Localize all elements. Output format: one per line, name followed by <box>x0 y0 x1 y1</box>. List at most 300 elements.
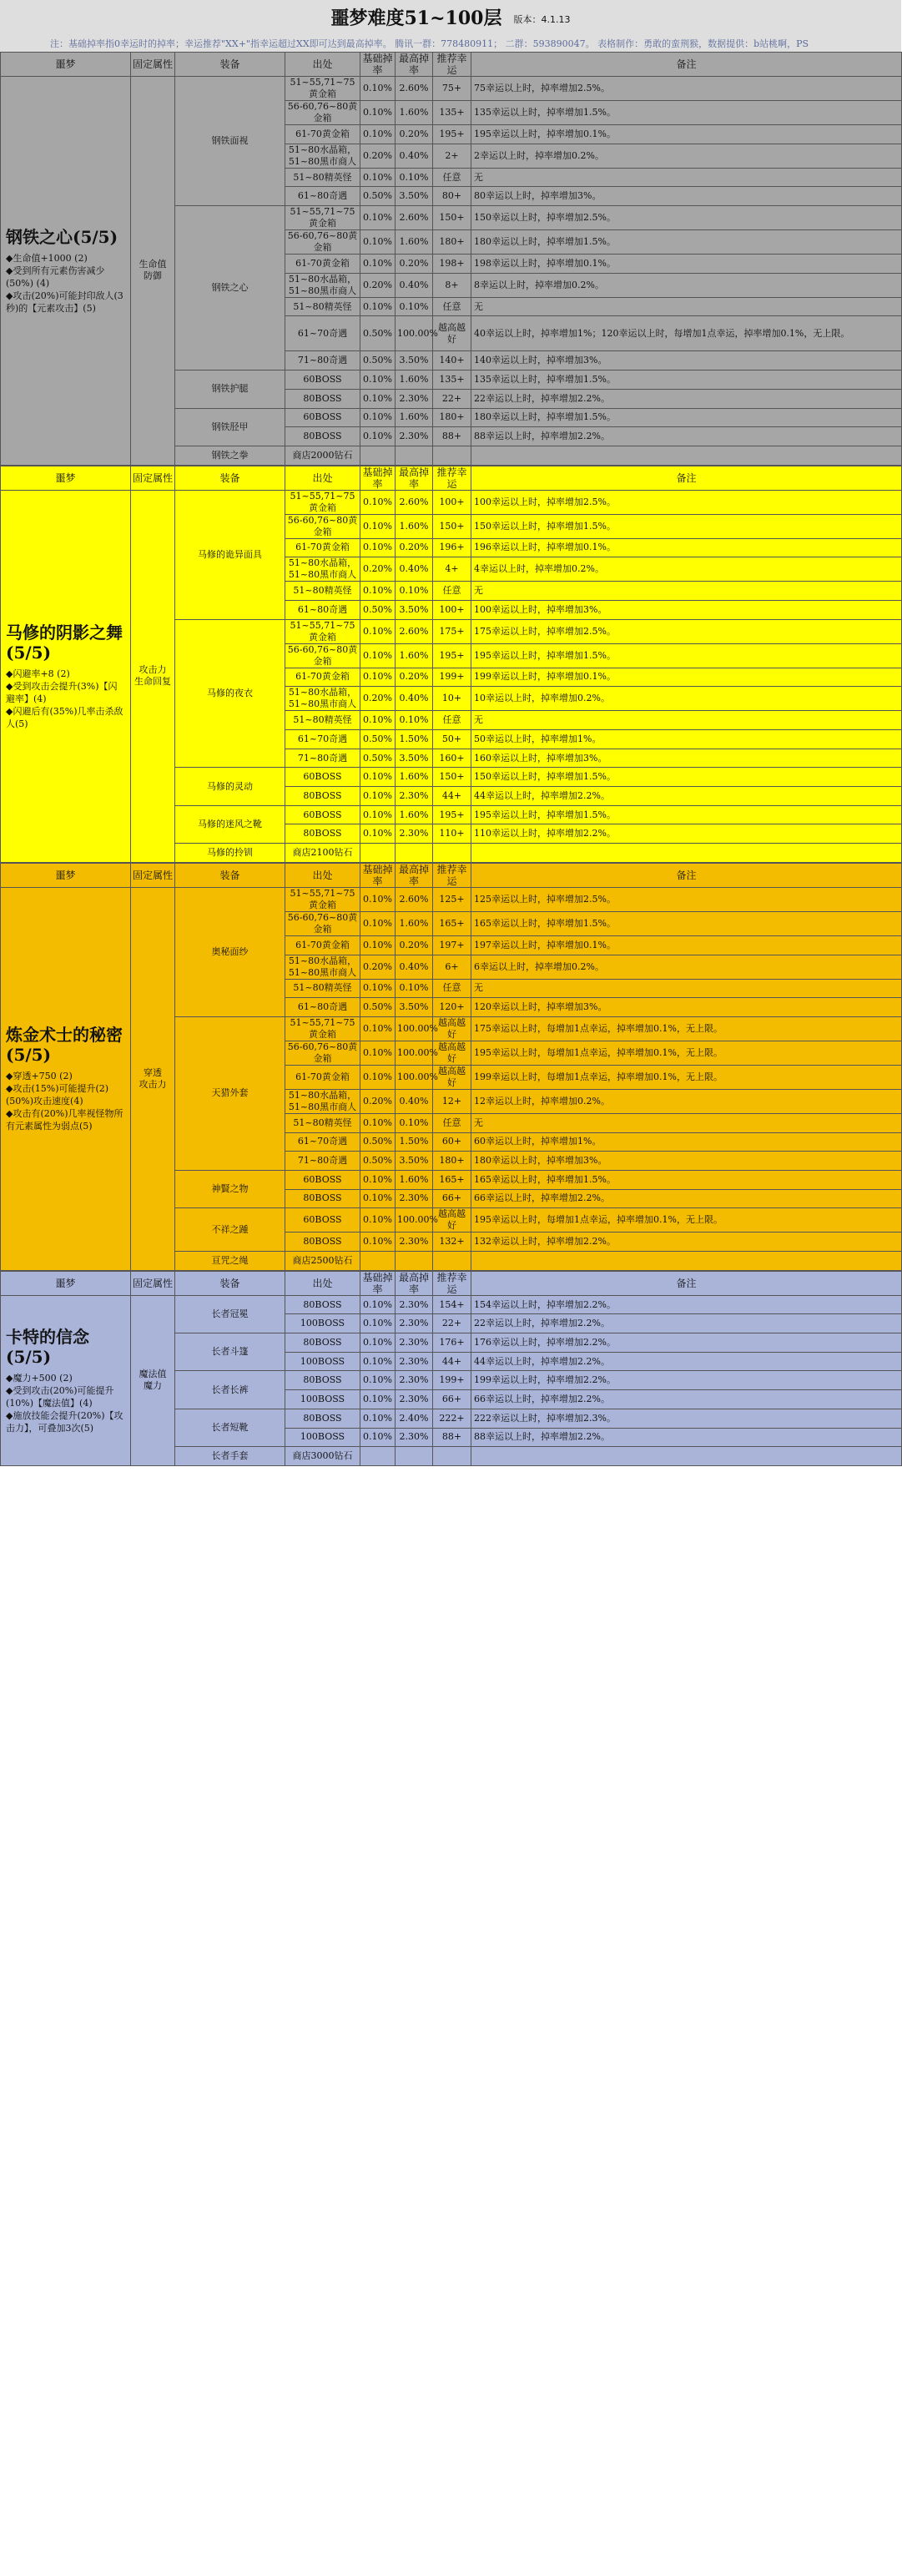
drop-source: 51~55,71~75黄金箱 <box>285 490 360 514</box>
max-rate: 1.60% <box>396 768 433 787</box>
drop-source: 51~80水晶箱， 51~80黑市商人 <box>285 273 360 297</box>
max-rate: 0.10% <box>396 979 433 998</box>
drop-source: 100BOSS <box>285 1352 360 1371</box>
drop-source: 100BOSS <box>285 1390 360 1409</box>
drop-source: 56-60,76~80黄金箱 <box>285 101 360 125</box>
column-header: 基础掉率 <box>360 53 396 77</box>
recommended-luck <box>433 446 471 465</box>
base-rate: 0.10% <box>360 77 396 101</box>
max-rate: 2.30% <box>396 824 433 844</box>
column-header: 装备 <box>175 1271 285 1295</box>
recommended-luck: 任意 <box>433 582 471 601</box>
base-rate: 0.20% <box>360 1089 396 1113</box>
max-rate: 0.10% <box>396 582 433 601</box>
drop-source: 56-60,76~80黄金箱 <box>285 230 360 255</box>
base-rate: 0.10% <box>360 643 396 668</box>
set-name: 马修的阴影之舞(5/5) <box>6 622 123 663</box>
recommended-luck: 60+ <box>433 1132 471 1152</box>
remark <box>471 1447 902 1466</box>
column-header: 最高掉率 <box>396 1271 433 1295</box>
max-rate: 1.60% <box>396 1170 433 1189</box>
equipment-name: 马修的灵动 <box>175 768 285 805</box>
max-rate: 2.30% <box>396 1295 433 1314</box>
set-bonus: ◆施放技能会提升(20%)【攻击力】，可叠加3次(5) <box>6 1409 123 1434</box>
base-rate: 0.20% <box>360 273 396 297</box>
max-rate: 0.20% <box>396 935 433 955</box>
base-rate: 0.10% <box>360 427 396 446</box>
max-rate: 0.20% <box>396 255 433 274</box>
base-rate: 0.10% <box>360 711 396 730</box>
base-rate: 0.10% <box>360 1065 396 1089</box>
remark: 10幸运以上时，掉率增加0.2%。 <box>471 687 902 711</box>
remark: 199幸运以上时，掉率增加0.1%。 <box>471 668 902 687</box>
equipment-name: 马修的夜衣 <box>175 619 285 768</box>
max-rate: 3.50% <box>396 187 433 206</box>
section-header-row <box>1 863 902 887</box>
equipment-name: 马修的诡异面具 <box>175 490 285 619</box>
base-rate: 0.10% <box>360 1333 396 1353</box>
base-rate: 0.50% <box>360 730 396 749</box>
drop-source: 80BOSS <box>285 389 360 408</box>
version-label: 版本：4.1.13 <box>513 14 571 25</box>
column-header: 出处 <box>285 1271 360 1295</box>
base-rate: 0.20% <box>360 687 396 711</box>
max-rate <box>396 1447 433 1466</box>
equipment-name: 钢铁之拳 <box>175 446 285 465</box>
remark: 197幸运以上时，掉率增加0.1%。 <box>471 935 902 955</box>
max-rate: 0.40% <box>396 273 433 297</box>
remark: 12幸运以上时，掉率增加0.2%。 <box>471 1089 902 1113</box>
base-rate <box>360 1252 396 1271</box>
drop-source: 80BOSS <box>285 1295 360 1314</box>
base-rate: 0.10% <box>360 1113 396 1132</box>
max-rate: 0.10% <box>396 297 433 316</box>
recommended-luck: 越高越好 <box>433 1016 471 1041</box>
max-rate: 3.50% <box>396 351 433 371</box>
column-header: 装备 <box>175 53 285 77</box>
remark: 120幸运以上时，掉率增加3%。 <box>471 998 902 1017</box>
drop-source: 51~55,71~75黄金箱 <box>285 1016 360 1041</box>
max-rate: 2.30% <box>396 1371 433 1390</box>
base-rate: 0.10% <box>360 1016 396 1041</box>
set-bonus: ◆受到攻击会提升(3%)【闪避率】(4) <box>6 680 118 704</box>
recommended-luck: 越高越好 <box>433 1041 471 1065</box>
max-rate: 3.50% <box>396 600 433 619</box>
section-table <box>0 863 902 1271</box>
drop-source: 51~80精英怪 <box>285 582 360 601</box>
remark: 无 <box>471 168 902 187</box>
recommended-luck: 160+ <box>433 749 471 768</box>
drop-source: 80BOSS <box>285 427 360 446</box>
remark: 176幸运以上时，掉率增加2.2%。 <box>471 1333 902 1353</box>
remark: 125幸运以上时，掉率增加2.5%。 <box>471 887 902 911</box>
base-rate: 0.10% <box>360 1295 396 1314</box>
drop-source: 60BOSS <box>285 805 360 824</box>
max-rate: 1.60% <box>396 805 433 824</box>
remark: 199幸运以上时，掉率增加2.2%。 <box>471 1371 902 1390</box>
max-rate: 2.60% <box>396 77 433 101</box>
recommended-luck: 180+ <box>433 230 471 255</box>
recommended-luck: 100+ <box>433 490 471 514</box>
max-rate: 2.30% <box>396 1189 433 1208</box>
remark: 6幸运以上时，掉率增加0.2%。 <box>471 955 902 979</box>
base-rate: 0.10% <box>360 125 396 144</box>
base-rate: 0.10% <box>360 1428 396 1447</box>
set-bonus: ◆穿透+750 (2) <box>6 1071 73 1082</box>
drop-source: 60BOSS <box>285 768 360 787</box>
drop-source: 80BOSS <box>285 1409 360 1428</box>
set-name: 卡特的信念(5/5) <box>6 1326 89 1367</box>
remark: 150幸运以上时，掉率增加2.5%。 <box>471 206 902 230</box>
remark: 180幸运以上时，掉率增加1.5%。 <box>471 408 902 427</box>
remark: 198幸运以上时，掉率增加0.1%。 <box>471 255 902 274</box>
recommended-luck: 140+ <box>433 351 471 371</box>
remark: 80幸运以上时，掉率增加3%。 <box>471 187 902 206</box>
recommended-luck: 150+ <box>433 768 471 787</box>
recommended-luck: 180+ <box>433 1152 471 1171</box>
recommended-luck: 越高越好 <box>433 316 471 351</box>
recommended-luck: 50+ <box>433 730 471 749</box>
max-rate <box>396 844 433 863</box>
equipment-name: 长者手套 <box>175 1447 285 1466</box>
base-rate: 0.10% <box>360 168 396 187</box>
base-rate: 0.10% <box>360 1233 396 1252</box>
column-header: 固定属性 <box>131 466 175 490</box>
equipment-name: 马修的拎钏 <box>175 844 285 863</box>
drop-source: 61-70黄金箱 <box>285 538 360 557</box>
remark: 100幸运以上时，掉率增加2.5%。 <box>471 490 902 514</box>
max-rate: 2.30% <box>396 1352 433 1371</box>
base-rate: 0.10% <box>360 1041 396 1065</box>
set-bonus: ◆攻击有(20%)几率视怪物所有元素属性为弱点(5) <box>6 1108 123 1132</box>
max-rate: 2.30% <box>396 1314 433 1333</box>
set-bonus: ◆攻击(20%)可能封印敌人(3秒)的【元素攻击】(5) <box>6 290 123 314</box>
column-header: 出处 <box>285 466 360 490</box>
section-header-row <box>1 53 902 77</box>
drop-source: 51~80精英怪 <box>285 1113 360 1132</box>
drop-rate-tables <box>0 52 901 1466</box>
max-rate: 100.00% <box>396 1065 433 1089</box>
drop-row <box>1 887 902 911</box>
base-rate: 0.10% <box>360 768 396 787</box>
base-rate: 0.10% <box>360 1170 396 1189</box>
column-header: 推荐幸运 <box>433 466 471 490</box>
max-rate: 1.60% <box>396 643 433 668</box>
equipment-name: 钢铁面视 <box>175 77 285 206</box>
set-bonus: ◆魔力+500 (2) <box>6 1372 73 1384</box>
equipment-name: 钢铁之心 <box>175 206 285 371</box>
remark: 4幸运以上时，掉率增加0.2%。 <box>471 557 902 582</box>
max-rate: 1.60% <box>396 101 433 125</box>
set-name: 炼金术士的秘密(5/5) <box>6 1025 123 1066</box>
recommended-luck: 195+ <box>433 643 471 668</box>
drop-row <box>1 77 902 101</box>
column-header: 备注 <box>471 863 902 887</box>
recommended-luck: 2+ <box>433 144 471 168</box>
remark: 222幸运以上时，掉率增加2.3%。 <box>471 1409 902 1428</box>
remark: 无 <box>471 711 902 730</box>
recommended-luck: 198+ <box>433 255 471 274</box>
base-rate: 0.10% <box>360 935 396 955</box>
recommended-luck: 22+ <box>433 389 471 408</box>
base-rate: 0.10% <box>360 1371 396 1390</box>
drop-source: 100BOSS <box>285 1314 360 1333</box>
drop-row <box>1 490 902 514</box>
base-rate: 0.10% <box>360 371 396 390</box>
column-header: 推荐幸运 <box>433 863 471 887</box>
column-header: 噩梦 <box>1 863 131 887</box>
base-rate: 0.10% <box>360 408 396 427</box>
base-rate: 0.10% <box>360 787 396 806</box>
base-rate: 0.10% <box>360 805 396 824</box>
column-header: 基础掉率 <box>360 1271 396 1295</box>
max-rate: 2.60% <box>396 490 433 514</box>
base-rate: 0.50% <box>360 351 396 371</box>
set-cell <box>1 887 131 1270</box>
base-rate: 0.10% <box>360 297 396 316</box>
drop-source: 80BOSS <box>285 824 360 844</box>
base-rate: 0.10% <box>360 824 396 844</box>
max-rate: 100.00% <box>396 1041 433 1065</box>
remark: 无 <box>471 297 902 316</box>
drop-source: 51~80精英怪 <box>285 711 360 730</box>
base-rate: 0.50% <box>360 600 396 619</box>
recommended-luck: 任意 <box>433 1113 471 1132</box>
equipment-name: 长者长裤 <box>175 1371 285 1409</box>
drop-source: 80BOSS <box>285 787 360 806</box>
section-table <box>0 52 902 466</box>
remark: 195幸运以上时，掉率增加0.1%。 <box>471 125 902 144</box>
remark: 165幸运以上时，掉率增加1.5%。 <box>471 1170 902 1189</box>
base-rate: 0.10% <box>360 1390 396 1409</box>
max-rate: 2.30% <box>396 1390 433 1409</box>
max-rate: 100.00% <box>396 1208 433 1233</box>
drop-source: 51~80精英怪 <box>285 979 360 998</box>
column-header: 备注 <box>471 1271 902 1295</box>
base-rate: 0.10% <box>360 1352 396 1371</box>
max-rate: 0.10% <box>396 1113 433 1132</box>
drop-source: 61-70黄金箱 <box>285 255 360 274</box>
recommended-luck: 100+ <box>433 600 471 619</box>
drop-source: 56-60,76~80黄金箱 <box>285 514 360 538</box>
base-rate: 0.10% <box>360 619 396 643</box>
max-rate: 1.60% <box>396 230 433 255</box>
equipment-name: 长者斗篷 <box>175 1333 285 1371</box>
max-rate: 0.40% <box>396 144 433 168</box>
remark: 195幸运以上时，每增加1点幸运，掉率增加0.1%，无上限。 <box>471 1041 902 1065</box>
remark: 196幸运以上时，掉率增加0.1%。 <box>471 538 902 557</box>
base-rate: 0.10% <box>360 514 396 538</box>
recommended-luck: 176+ <box>433 1333 471 1353</box>
drop-source: 80BOSS <box>285 1333 360 1353</box>
recommended-luck: 8+ <box>433 273 471 297</box>
remark: 88幸运以上时，掉率增加2.2%。 <box>471 427 902 446</box>
recommended-luck: 180+ <box>433 408 471 427</box>
base-rate: 0.10% <box>360 1314 396 1333</box>
base-rate: 0.10% <box>360 230 396 255</box>
base-rate: 0.20% <box>360 557 396 582</box>
remark: 无 <box>471 1113 902 1132</box>
remark: 22幸运以上时，掉率增加2.2%。 <box>471 1314 902 1333</box>
remark: 150幸运以上时，掉率增加1.5%。 <box>471 514 902 538</box>
drop-source: 51~55,71~75黄金箱 <box>285 206 360 230</box>
recommended-luck: 75+ <box>433 77 471 101</box>
equipment-name: 长者短靴 <box>175 1409 285 1446</box>
equipment-name: 钢铁护腿 <box>175 371 285 408</box>
drop-source: 61~70奇遇 <box>285 316 360 351</box>
max-rate: 2.60% <box>396 619 433 643</box>
equipment-name: 长者冠冕 <box>175 1295 285 1333</box>
column-header: 出处 <box>285 863 360 887</box>
base-rate: 0.10% <box>360 582 396 601</box>
remark: 175幸运以上时，每增加1点幸运，掉率增加0.1%，无上限。 <box>471 1016 902 1041</box>
drop-source: 51~80水晶箱， 51~80黑市商人 <box>285 557 360 582</box>
remark: 110幸运以上时，掉率增加2.2%。 <box>471 824 902 844</box>
remark: 88幸运以上时，掉率增加2.2%。 <box>471 1428 902 1447</box>
max-rate: 1.60% <box>396 371 433 390</box>
drop-source: 商店2000钻石 <box>285 446 360 465</box>
drop-source: 51~80水晶箱， 51~80黑市商人 <box>285 687 360 711</box>
drop-source: 51~80水晶箱， 51~80黑市商人 <box>285 955 360 979</box>
recommended-luck: 199+ <box>433 1371 471 1390</box>
max-rate: 2.60% <box>396 206 433 230</box>
equipment-name: 马修的迷风之靴 <box>175 805 285 843</box>
remark: 8幸运以上时，掉率增加0.2%。 <box>471 273 902 297</box>
base-rate: 0.10% <box>360 1208 396 1233</box>
max-rate: 0.40% <box>396 1089 433 1113</box>
column-header: 出处 <box>285 53 360 77</box>
base-rate: 0.10% <box>360 206 396 230</box>
equipment-name: 钢铁胫甲 <box>175 408 285 446</box>
remark: 195幸运以上时，掉率增加1.5%。 <box>471 643 902 668</box>
subtitle-note: 注：基础掉率指0幸运时的掉率；幸运推荐"XX+"指幸运超过XX即可达到最高掉率。 腾讯一群：778480911； 二群：593890047。 表格制作：勇敢的蛮荆猴，数据提供：b站桃啊，PS <box>0 37 901 52</box>
fixed-attribute: 生命值 防御 <box>131 77 175 466</box>
recommended-luck: 88+ <box>433 1428 471 1447</box>
recommended-luck: 199+ <box>433 668 471 687</box>
remark: 40幸运以上时，掉率增加1%；120幸运以上时，每增加1点幸运，掉率增加0.1%，无上限。 <box>471 316 902 351</box>
recommended-luck: 22+ <box>433 1314 471 1333</box>
recommended-luck: 66+ <box>433 1390 471 1409</box>
remark: 195幸运以上时，每增加1点幸运，掉率增加0.1%，无上限。 <box>471 1208 902 1233</box>
base-rate: 0.10% <box>360 255 396 274</box>
base-rate: 0.10% <box>360 389 396 408</box>
remark: 160幸运以上时，掉率增加3%。 <box>471 749 902 768</box>
recommended-luck: 6+ <box>433 955 471 979</box>
base-rate: 0.20% <box>360 144 396 168</box>
recommended-luck: 任意 <box>433 979 471 998</box>
remark <box>471 446 902 465</box>
equipment-name: 奥秘面纱 <box>175 887 285 1016</box>
max-rate: 3.50% <box>396 1152 433 1171</box>
recommended-luck: 165+ <box>433 1170 471 1189</box>
remark: 150幸运以上时，掉率增加1.5%。 <box>471 768 902 787</box>
max-rate: 0.20% <box>396 538 433 557</box>
recommended-luck: 132+ <box>433 1233 471 1252</box>
drop-source: 60BOSS <box>285 1170 360 1189</box>
drop-source: 56-60,76~80黄金箱 <box>285 911 360 935</box>
remark: 195幸运以上时，掉率增加1.5%。 <box>471 805 902 824</box>
max-rate: 0.10% <box>396 168 433 187</box>
max-rate: 1.60% <box>396 514 433 538</box>
remark: 无 <box>471 582 902 601</box>
equipment-name: 不祥之踵 <box>175 1208 285 1252</box>
column-header: 推荐幸运 <box>433 53 471 77</box>
column-header: 固定属性 <box>131 1271 175 1295</box>
max-rate: 100.00% <box>396 1016 433 1041</box>
drop-source: 51~55,71~75黄金箱 <box>285 887 360 911</box>
recommended-luck: 120+ <box>433 998 471 1017</box>
drop-source: 71~80奇遇 <box>285 351 360 371</box>
recommended-luck: 175+ <box>433 619 471 643</box>
recommended-luck: 135+ <box>433 371 471 390</box>
fixed-attribute: 攻击力 生命回复 <box>131 490 175 862</box>
drop-source: 51~55,71~75黄金箱 <box>285 619 360 643</box>
remark: 50幸运以上时，掉率增加1%。 <box>471 730 902 749</box>
recommended-luck: 44+ <box>433 787 471 806</box>
set-bonus: ◆生命值+1000 (2) <box>6 252 88 264</box>
drop-source: 61~70奇遇 <box>285 1132 360 1152</box>
base-rate: 0.50% <box>360 749 396 768</box>
section-table <box>0 1271 902 1466</box>
max-rate: 2.30% <box>396 389 433 408</box>
recommended-luck: 125+ <box>433 887 471 911</box>
drop-source: 51~80水晶箱， 51~80黑市商人 <box>285 144 360 168</box>
max-rate: 0.40% <box>396 557 433 582</box>
drop-source: 51~55,71~75黄金箱 <box>285 77 360 101</box>
remark: 199幸运以上时，每增加1点幸运，掉率增加0.1%，无上限。 <box>471 1065 902 1089</box>
max-rate: 1.60% <box>396 408 433 427</box>
max-rate: 2.30% <box>396 1428 433 1447</box>
remark: 66幸运以上时，掉率增加2.2%。 <box>471 1189 902 1208</box>
column-header: 基础掉率 <box>360 466 396 490</box>
remark: 165幸运以上时，掉率增加1.5%。 <box>471 911 902 935</box>
recommended-luck: 154+ <box>433 1295 471 1314</box>
max-rate: 1.50% <box>396 1132 433 1152</box>
remark: 175幸运以上时，掉率增加2.5%。 <box>471 619 902 643</box>
base-rate: 0.10% <box>360 538 396 557</box>
set-bonus: ◆闪避后有(35%)几率击杀敌人(5) <box>6 705 123 729</box>
drop-source: 80BOSS <box>285 1233 360 1252</box>
base-rate <box>360 844 396 863</box>
drop-source: 100BOSS <box>285 1428 360 1447</box>
drop-source: 60BOSS <box>285 408 360 427</box>
max-rate: 3.50% <box>396 998 433 1017</box>
drop-source: 80BOSS <box>285 1371 360 1390</box>
recommended-luck: 150+ <box>433 514 471 538</box>
remark: 66幸运以上时，掉率增加2.2%。 <box>471 1390 902 1409</box>
set-cell <box>1 77 131 466</box>
set-bonus: ◆攻击(15%)可能提升(2)(50%)攻击速度(4) <box>6 1083 109 1107</box>
base-rate: 0.50% <box>360 187 396 206</box>
base-rate: 0.10% <box>360 490 396 514</box>
drop-row <box>1 1295 902 1314</box>
column-header: 噩梦 <box>1 466 131 490</box>
max-rate: 2.40% <box>396 1409 433 1428</box>
drop-source: 60BOSS <box>285 371 360 390</box>
drop-source: 61-70黄金箱 <box>285 1065 360 1089</box>
base-rate: 0.10% <box>360 1189 396 1208</box>
drop-source: 56-60,76~80黄金箱 <box>285 643 360 668</box>
remark: 132幸运以上时，掉率增加2.2%。 <box>471 1233 902 1252</box>
column-header: 固定属性 <box>131 863 175 887</box>
recommended-luck: 越高越好 <box>433 1065 471 1089</box>
base-rate: 0.50% <box>360 1132 396 1152</box>
recommended-luck <box>433 1447 471 1466</box>
section-table <box>0 466 902 863</box>
max-rate: 1.60% <box>396 911 433 935</box>
drop-source: 71~80奇遇 <box>285 749 360 768</box>
recommended-luck: 88+ <box>433 427 471 446</box>
